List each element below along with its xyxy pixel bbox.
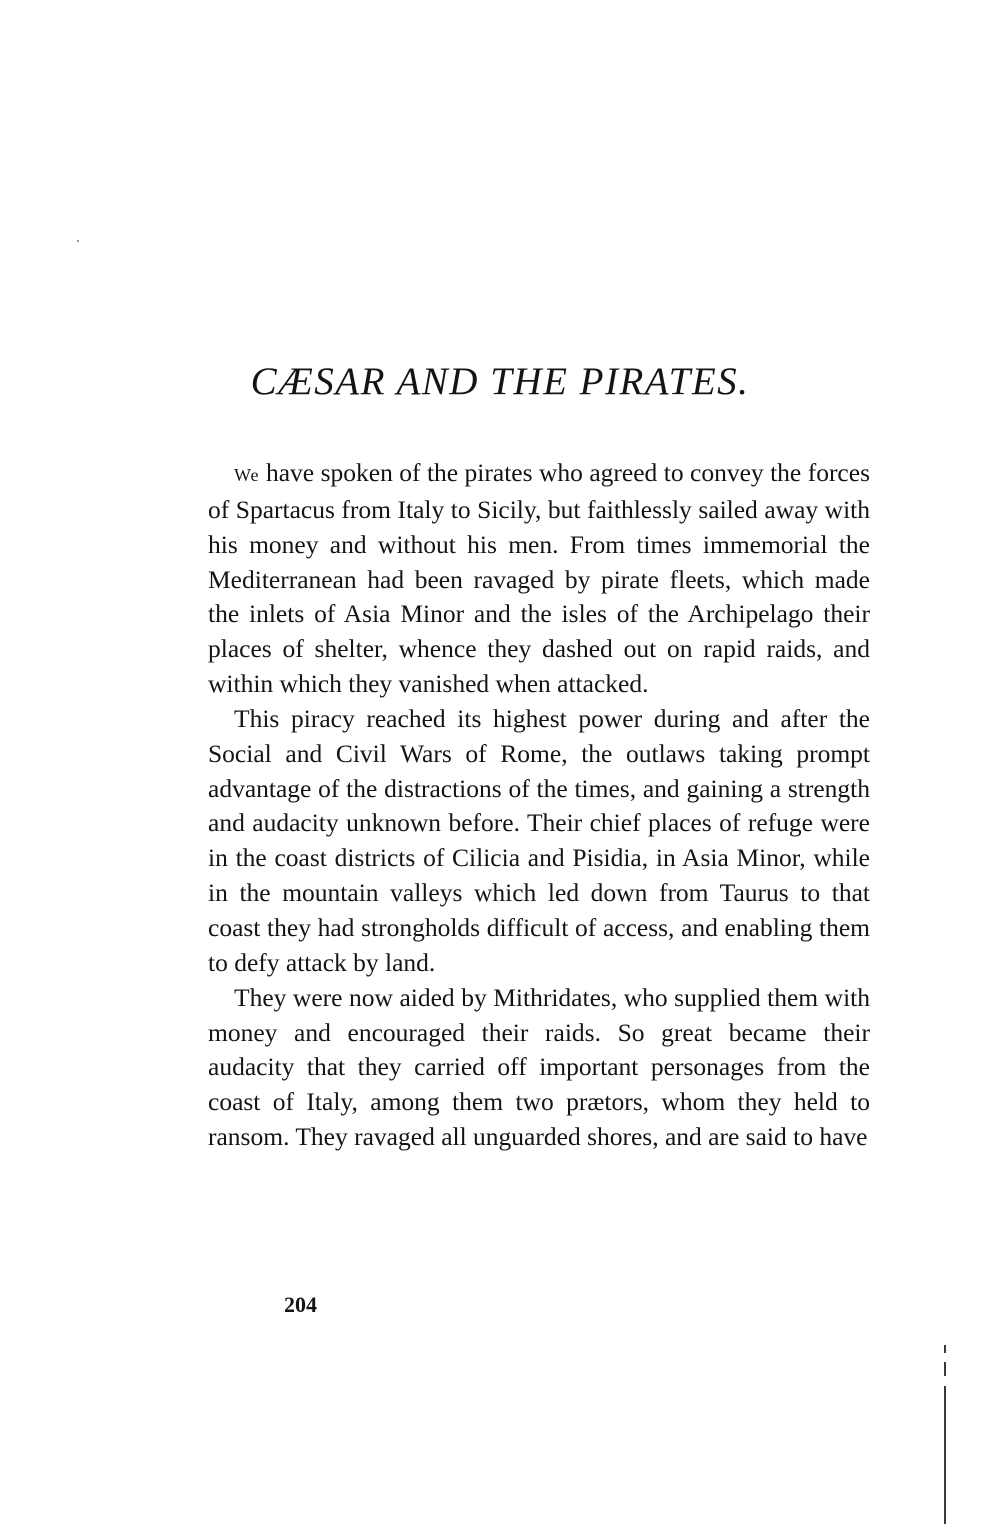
page-number: 204	[284, 1292, 317, 1317]
page-edge-line	[944, 1362, 946, 1376]
page-edge-line	[944, 1345, 946, 1353]
paragraph: They were now aided by Mithridates, who supplied them with money and encouraged their raids. So great became their audacity that they carried off important personages from the coast of Italy, among them two prætors, whom they held to ransom. They ravaged all unguarded shores, and are said to have	[208, 982, 870, 1152]
paragraph: This piracy reached its highest power during and after the Social and Civil Wars of Rome, the outlaws taking prompt advantage of the distractions of the times, and gaining a strength and audacity unknown before. Their chief places of refuge were in the coast districts of Cilicia and Pisidia, in Asia Minor, while in the mountain valleys which led down from Taurus to that coast they had strongholds difficult of access, and enabling them to defy attack by land.	[208, 703, 870, 977]
paragraph-text: have spoken of the pirates who agreed to convey the forces of Spartacus from Italy to Sicily, but faithlessly sailed away with his money and without his men. From times immemorial the Mediterranean had been ravaged by pirate fleets, which made the inlets of Asia Minor and the isles of the Archipelago their places of shelter, whence they dashed out on rapid raids, and within which they vanished when attacked.	[208, 458, 870, 699]
paragraph-lead-smallcaps: We	[234, 465, 260, 485]
chapter-title: CÆSAR AND THE PIRATES.	[250, 360, 750, 403]
body-text	[208, 456, 870, 1155]
page-speck	[77, 240, 79, 242]
paragraph	[208, 456, 870, 702]
page-edge-line	[944, 1386, 946, 1524]
